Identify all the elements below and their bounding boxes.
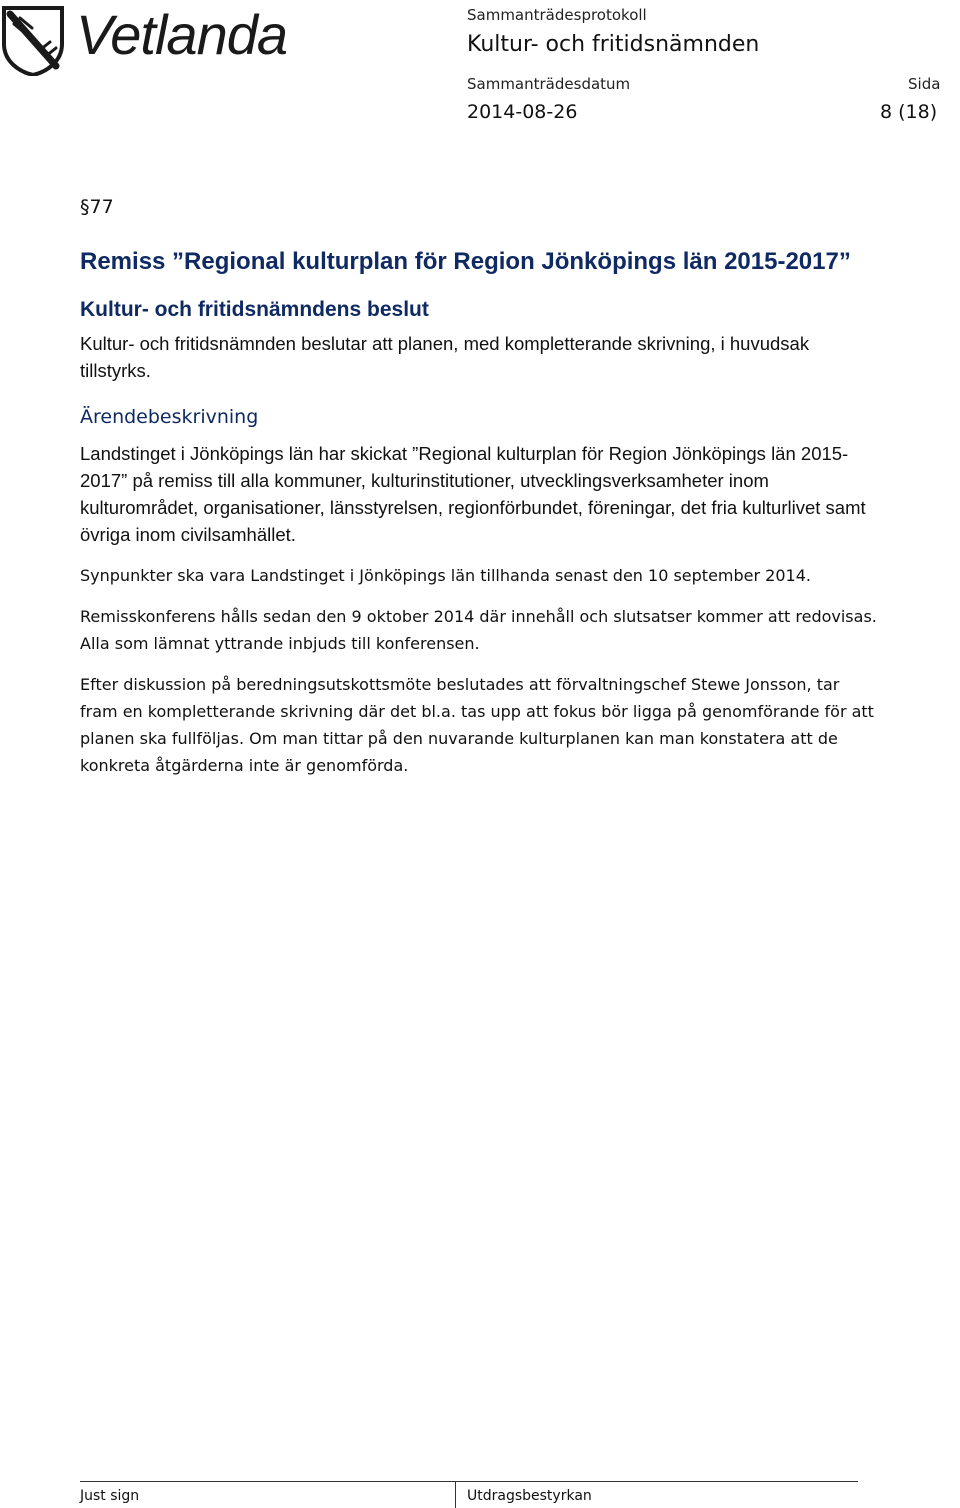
decision-heading: Kultur- och fritidsnämndens beslut bbox=[80, 298, 429, 321]
committee-name: Kultur- och fritidsnämnden bbox=[467, 32, 760, 57]
extract-label: Utdragsbestyrkan bbox=[467, 1488, 592, 1504]
decision-text: Kultur- och fritidsnämnden beslutar att planen, med kompletterande skrivning, i huvudsak tillstyrks. bbox=[80, 333, 810, 381]
description-heading: Ärendebeskrivning bbox=[80, 406, 259, 428]
paragraph-number: §77 bbox=[80, 196, 114, 218]
signature-label: Just sign bbox=[80, 1488, 140, 1504]
meeting-date: 2014-08-26 bbox=[467, 101, 578, 123]
section-title: Remiss ”Regional kulturplan för Region Jönköpings län 2015-2017” bbox=[80, 248, 851, 275]
description-paragraph-3: Remisskonferens hålls sedan den 9 oktober 2014 där innehåll och slutsatser kommer att redovisas. Alla som lämnat yttrande inbjuds till konferensen. bbox=[80, 607, 877, 653]
date-label: Sammanträdesdatum bbox=[467, 75, 631, 93]
page-label: Sida bbox=[908, 75, 941, 93]
protocol-section bbox=[80, 196, 880, 793]
municipality-crest-icon bbox=[0, 4, 66, 76]
footer-rule bbox=[80, 1481, 858, 1482]
description-paragraph-4: Efter diskussion på beredningsutskottsmöte beslutades att förvaltningschef Stewe Jonsson, tar fram en kompletterande skrivning där det bl.a. tas upp att fokus bör ligga på genomförande för att planen ska fullföljas. Om man tittar på den nuvarande kulturplanen kan man konstatera att de konkreta åtgärderna inte är genomförda. bbox=[80, 675, 874, 775]
page-number: 8 (18) bbox=[880, 101, 938, 123]
brand-wordmark: Vetlanda bbox=[76, 3, 287, 66]
description-paragraph-2: Synpunkter ska vara Landstinget i Jönköpings län tillhanda senast den 10 september 2014. bbox=[80, 566, 811, 585]
description-paragraph-1: Landstinget i Jönköpings län har skickat ”Regional kulturplan för Region Jönköpings län 2015-2017” på remiss till alla kommuner, kulturinstitutioner, utvecklingsverksamheter inom kulturområdet, organisationer, länsstyrelsen, regionförbundet, föreningar, det fria kulturlivet samt övriga inom civilsamhället. bbox=[80, 443, 866, 545]
footer-divider bbox=[455, 1481, 456, 1508]
protocol-label: Sammanträdesprotokoll bbox=[467, 6, 647, 24]
